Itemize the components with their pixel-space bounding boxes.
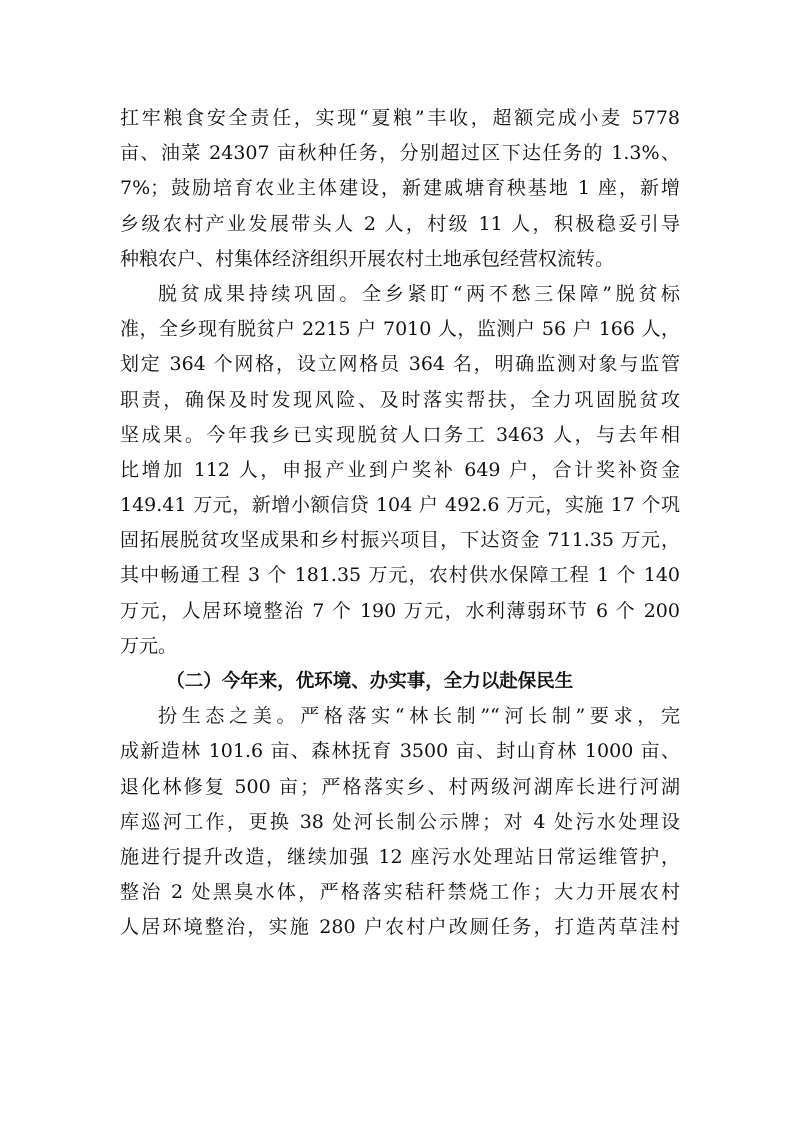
- text-line: 固拓展脱贫攻坚成果和乡村振兴项目，下达资金 711.35 万元，: [120, 529, 680, 552]
- text-line: 比增加 112 人，申报产业到户奖补 649 户，合计奖补资金: [120, 458, 680, 481]
- text-line: 库巡河工作，更换 38 处河长制公示牌；对 4 处污水处理设: [120, 810, 680, 833]
- text-line: 万元。: [120, 634, 178, 657]
- text-line: 亩、油菜 24307 亩秋种任务，分别超过区下达任务的 1.3%、: [120, 142, 680, 165]
- text-line: 149.41 万元，新增小额信贷 104 户 492.6 万元，实施 17 个巩: [120, 494, 680, 517]
- text-line: 万元，人居环境整治 7 个 190 万元，水利薄弱环节 6 个 200: [120, 599, 680, 622]
- text-line: 7%；鼓励培育农业主体建设，新建戚塘育秧基地 1 座，新增: [120, 177, 680, 200]
- text-line: 施进行提升改造，继续加强 12 座污水处理站日常运维管护，: [120, 845, 680, 868]
- document-page: [120, 101, 680, 946]
- text-line: 人居环境整治，实施 280 户农村户改厕任务，打造芮草洼村: [120, 916, 680, 939]
- text-line: 其中畅通工程 3 个 181.35 万元，农村供水保障工程 1 个 140: [120, 564, 680, 587]
- section-heading: （二）今年来，优环境、办实事，全力以赴保民生: [166, 671, 574, 692]
- text-line: 准，全乡现有脱贫户 2215 户 7010 人，监测户 56 户 166 人，: [120, 318, 680, 341]
- text-line: 坚成果。今年我乡已实现脱贫人口务工 3463 人，与去年相: [120, 423, 680, 446]
- text-line: 乡级农村产业发展带头人 2 人，村级 11 人，积极稳妥引导: [120, 212, 680, 235]
- text-line: 划定 364 个网格，设立网格员 364 名，明确监测对象与监管: [120, 353, 680, 376]
- text-line: 职责，确保及时发现风险、及时落实帮扶，全力巩固脱贫攻: [120, 388, 680, 411]
- text-line: 整治 2 处黑臭水体，严格落实秸秆禁烧工作；大力开展农村: [120, 881, 680, 904]
- text-line: 成新造林 101.6 亩、森林抚育 3500 亩、封山育林 1000 亩、: [120, 740, 680, 763]
- text-line: 脱贫成果持续巩固。全乡紧盯“两不愁三保障”脱贫标: [158, 282, 680, 305]
- text-line: 退化林修复 500 亩；严格落实乡、村两级河湖库长进行河湖: [120, 775, 680, 798]
- text-line: 扮生态之美。严格落实“林长制”“河长制”要求，完: [158, 705, 680, 728]
- text-line: 种粮农户、村集体经济组织开展农村土地承包经营权流转。: [120, 247, 615, 270]
- text-line: 扛牢粮食安全责任，实现“夏粮”丰收，超额完成小麦 5778: [120, 107, 680, 129]
